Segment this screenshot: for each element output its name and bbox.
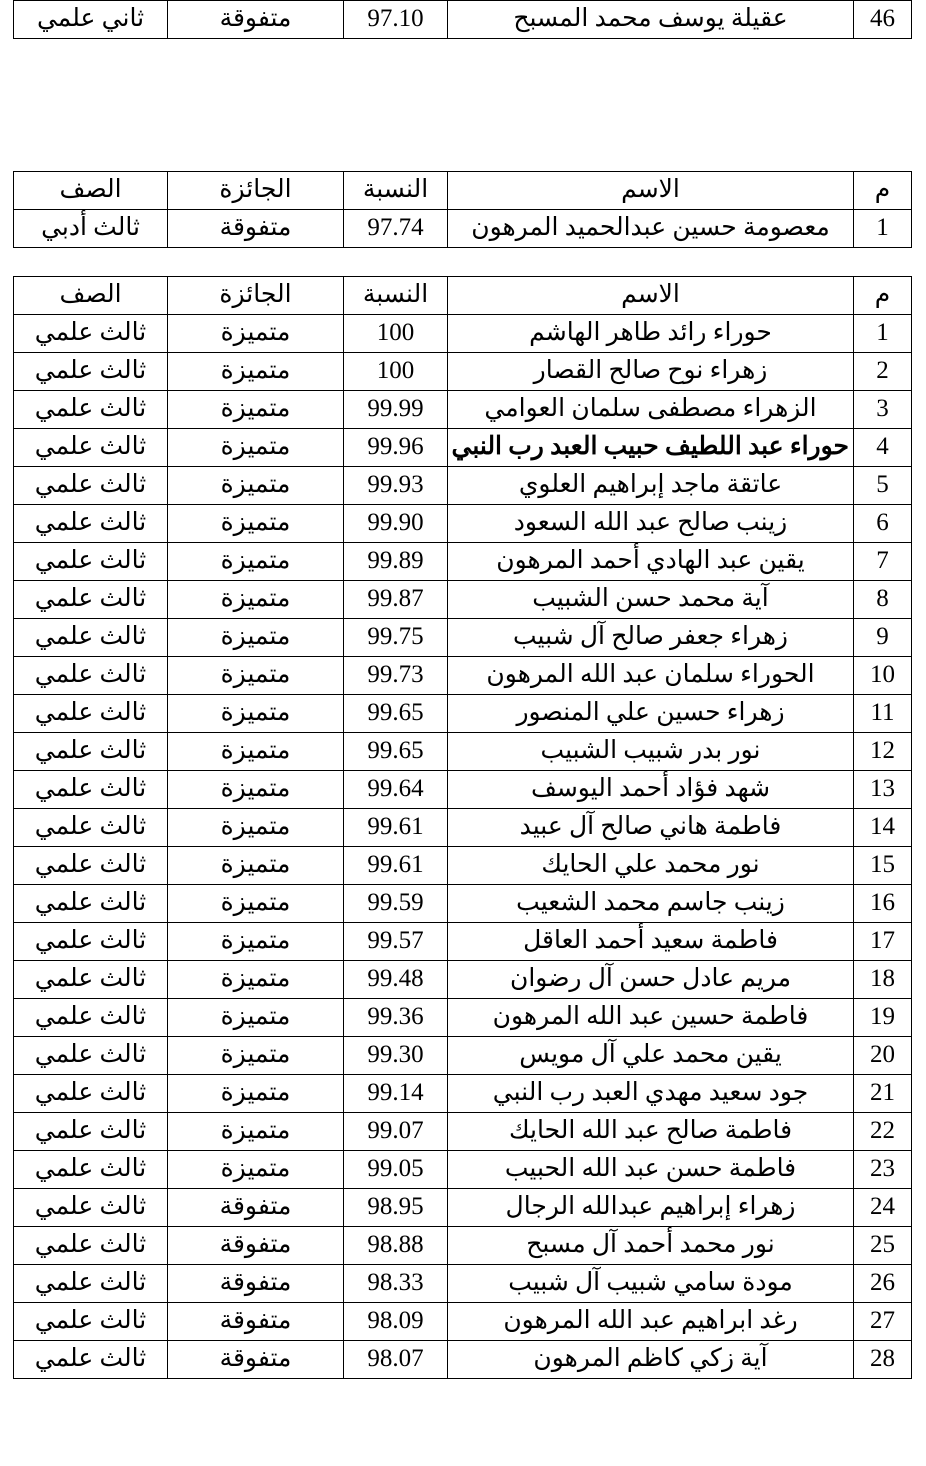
- cell-class: ثالث علمي: [14, 999, 168, 1037]
- cell-percent: 99.36: [344, 999, 448, 1037]
- table-row: [14, 543, 912, 581]
- header-class: الصف: [14, 277, 168, 315]
- cell-number: 21: [854, 1075, 912, 1113]
- cell-percent: 99.59: [344, 885, 448, 923]
- cell-name: زهراء نوح صالح القصار: [448, 353, 854, 391]
- cell-name: زينب جاسم محمد الشعيب: [448, 885, 854, 923]
- cell-number: 6: [854, 505, 912, 543]
- header-name: الاسم: [448, 277, 854, 315]
- cell-number: 11: [854, 695, 912, 733]
- cell-number: 24: [854, 1189, 912, 1227]
- cell-class: ثالث علمي: [14, 543, 168, 581]
- header-percent: النسبة: [344, 172, 448, 210]
- cell-class: ثالث علمي: [14, 733, 168, 771]
- table-row: [14, 467, 912, 505]
- cell-class: ثالث علمي: [14, 353, 168, 391]
- cell-number: 2: [854, 353, 912, 391]
- table-row: [14, 1303, 912, 1341]
- cell-percent: 99.64: [344, 771, 448, 809]
- cell-class: ثالث علمي: [14, 771, 168, 809]
- cell-percent: 100: [344, 315, 448, 353]
- header-percent: النسبة: [344, 277, 448, 315]
- cell-prize: متميزة: [168, 315, 344, 353]
- table-row: [14, 809, 912, 847]
- cell-percent: 99.61: [344, 847, 448, 885]
- header-name: الاسم: [448, 172, 854, 210]
- cell-prize: متميزة: [168, 847, 344, 885]
- table-third-literary: [13, 171, 912, 248]
- section-gap-2: [14, 248, 912, 276]
- cell-percent: 99.07: [344, 1113, 448, 1151]
- cell-class: ثالث علمي: [14, 315, 168, 353]
- table-row: [14, 847, 912, 885]
- cell-class: ثالث علمي: [14, 809, 168, 847]
- cell-name: آية زكي كاظم المرهون: [448, 1341, 854, 1379]
- cell-name: جود سعيد مهدي العبد رب النبي: [448, 1075, 854, 1113]
- cell-prize: متميزة: [168, 1151, 344, 1189]
- cell-class: ثالث علمي: [14, 847, 168, 885]
- cell-prize: متفوقة: [168, 1303, 344, 1341]
- cell-percent: 99.90: [344, 505, 448, 543]
- cell-percent: 99.75: [344, 619, 448, 657]
- cell-name: فاطمة هاني صالح آل عبيد: [448, 809, 854, 847]
- header-class: الصف: [14, 172, 168, 210]
- cell-number: 13: [854, 771, 912, 809]
- table-row: [14, 657, 912, 695]
- cell-name: الحوراء سلمان عبد الله المرهون: [448, 657, 854, 695]
- cell-percent: 99.96: [344, 429, 448, 467]
- cell-prize: متميزة: [168, 1113, 344, 1151]
- table-row: [14, 1189, 912, 1227]
- cell-number: 46: [854, 1, 912, 39]
- table-row: [14, 771, 912, 809]
- cell-name: رغد ابراهيم عبد الله المرهون: [448, 1303, 854, 1341]
- cell-prize: متميزة: [168, 467, 344, 505]
- cell-name: نور بدر شبيب الشبيب: [448, 733, 854, 771]
- cell-percent: 98.09: [344, 1303, 448, 1341]
- cell-class: ثاني علمي: [14, 1, 168, 39]
- cell-number: 9: [854, 619, 912, 657]
- cell-class: ثالث علمي: [14, 923, 168, 961]
- table-header-row: [14, 172, 912, 210]
- table-row: [14, 619, 912, 657]
- cell-class: ثالث علمي: [14, 1189, 168, 1227]
- cell-class: ثالث علمي: [14, 1265, 168, 1303]
- cell-percent: 99.65: [344, 695, 448, 733]
- cell-class: ثالث علمي: [14, 619, 168, 657]
- cell-name: نور محمد علي الحايك: [448, 847, 854, 885]
- cell-percent: 99.57: [344, 923, 448, 961]
- cell-prize: متميزة: [168, 581, 344, 619]
- cell-percent: 99.99: [344, 391, 448, 429]
- cell-percent: 98.88: [344, 1227, 448, 1265]
- cell-class: ثالث علمي: [14, 1075, 168, 1113]
- cell-prize: متميزة: [168, 923, 344, 961]
- cell-number: 10: [854, 657, 912, 695]
- table-third-science: [13, 276, 912, 1379]
- cell-prize: متميزة: [168, 999, 344, 1037]
- cell-prize: متميزة: [168, 695, 344, 733]
- cell-prize: متفوقة: [168, 210, 344, 248]
- cell-name: فاطمة حسن عبد الله الحبيب: [448, 1151, 854, 1189]
- cell-number: 1: [854, 315, 912, 353]
- table-row: [14, 1341, 912, 1379]
- cell-class: ثالث علمي: [14, 1151, 168, 1189]
- cell-prize: متميزة: [168, 619, 344, 657]
- table-row: [14, 695, 912, 733]
- table-header-row: [14, 277, 912, 315]
- cell-percent: 99.65: [344, 733, 448, 771]
- table-third-science-body: [14, 277, 912, 1379]
- cell-number: 12: [854, 733, 912, 771]
- table-row: [14, 581, 912, 619]
- cell-number: 26: [854, 1265, 912, 1303]
- cell-class: ثالث أدبي: [14, 210, 168, 248]
- table-row: [14, 1227, 912, 1265]
- table-row: [14, 733, 912, 771]
- cell-percent: 99.05: [344, 1151, 448, 1189]
- cell-number: 25: [854, 1227, 912, 1265]
- table-row: [14, 1151, 912, 1189]
- cell-percent: 98.33: [344, 1265, 448, 1303]
- cell-name: مريم عادل حسن آل رضوان: [448, 961, 854, 999]
- table-third-literary-body: [14, 172, 912, 248]
- table-row: [14, 923, 912, 961]
- table-row: [14, 1037, 912, 1075]
- table-row: [14, 1, 912, 39]
- cell-class: ثالث علمي: [14, 391, 168, 429]
- cell-prize: متفوقة: [168, 1189, 344, 1227]
- table-top-fragment: [13, 0, 912, 39]
- cell-name: فاطمة حسين عبد الله المرهون: [448, 999, 854, 1037]
- table-row: [14, 1265, 912, 1303]
- cell-class: ثالث علمي: [14, 1303, 168, 1341]
- cell-number: 5: [854, 467, 912, 505]
- cell-number: 27: [854, 1303, 912, 1341]
- cell-percent: 99.89: [344, 543, 448, 581]
- table-row: [14, 961, 912, 999]
- cell-prize: متميزة: [168, 961, 344, 999]
- cell-name: زهراء حسين علي المنصور: [448, 695, 854, 733]
- cell-class: ثالث علمي: [14, 1113, 168, 1151]
- cell-number: 23: [854, 1151, 912, 1189]
- cell-name: نور محمد أحمد آل مسبح: [448, 1227, 854, 1265]
- cell-percent: 99.14: [344, 1075, 448, 1113]
- cell-prize: متفوقة: [168, 1265, 344, 1303]
- cell-name: زهراء إبراهيم عبدالله الرجال: [448, 1189, 854, 1227]
- cell-name: معصومة حسين عبدالحميد المرهون: [448, 210, 854, 248]
- cell-prize: متميزة: [168, 505, 344, 543]
- table-row: [14, 315, 912, 353]
- cell-class: ثالث علمي: [14, 467, 168, 505]
- cell-number: 4: [854, 429, 912, 467]
- cell-prize: متميزة: [168, 429, 344, 467]
- cell-class: ثالث علمي: [14, 885, 168, 923]
- header-prize: الجائزة: [168, 277, 344, 315]
- cell-number: 15: [854, 847, 912, 885]
- header-number: م: [854, 277, 912, 315]
- table-row: [14, 1113, 912, 1151]
- cell-name: شهد فؤاد أحمد اليوسف: [448, 771, 854, 809]
- cell-class: ثالث علمي: [14, 505, 168, 543]
- section-gap-1: [14, 39, 912, 171]
- cell-percent: 99.87: [344, 581, 448, 619]
- cell-percent: 99.73: [344, 657, 448, 695]
- cell-prize: متميزة: [168, 1075, 344, 1113]
- table-row: [14, 391, 912, 429]
- cell-name: آية محمد حسن الشبيب: [448, 581, 854, 619]
- table-top-fragment-body: [14, 1, 912, 39]
- cell-name: يقين عبد الهادي أحمد المرهون: [448, 543, 854, 581]
- cell-number: 19: [854, 999, 912, 1037]
- cell-number: 22: [854, 1113, 912, 1151]
- cell-prize: متفوقة: [168, 1227, 344, 1265]
- cell-percent: 99.93: [344, 467, 448, 505]
- cell-number: 1: [854, 210, 912, 248]
- cell-name: حوراء رائد طاهر الهاشم: [448, 315, 854, 353]
- cell-name: عقيلة يوسف محمد المسبح: [448, 1, 854, 39]
- cell-prize: متميزة: [168, 543, 344, 581]
- cell-class: ثالث علمي: [14, 695, 168, 733]
- cell-percent: 98.95: [344, 1189, 448, 1227]
- table-row: [14, 1075, 912, 1113]
- cell-percent: 99.61: [344, 809, 448, 847]
- cell-prize: متميزة: [168, 771, 344, 809]
- cell-number: 8: [854, 581, 912, 619]
- cell-name: حوراء عبد اللطيف حبيب العبد رب النبي: [448, 429, 854, 467]
- cell-class: ثالث علمي: [14, 657, 168, 695]
- table-row: [14, 885, 912, 923]
- header-number: م: [854, 172, 912, 210]
- table-row: [14, 505, 912, 543]
- table-row: [14, 429, 912, 467]
- cell-number: 7: [854, 543, 912, 581]
- cell-name: زهراء جعفر صالح آل شبيب: [448, 619, 854, 657]
- cell-name: الزهراء مصطفى سلمان العوامي: [448, 391, 854, 429]
- cell-prize: متميزة: [168, 391, 344, 429]
- header-prize: الجائزة: [168, 172, 344, 210]
- table-row: [14, 999, 912, 1037]
- cell-number: 28: [854, 1341, 912, 1379]
- cell-number: 20: [854, 1037, 912, 1075]
- cell-percent: 99.30: [344, 1037, 448, 1075]
- cell-number: 18: [854, 961, 912, 999]
- cell-name: زينب صالح عبد الله السعود: [448, 505, 854, 543]
- cell-number: 16: [854, 885, 912, 923]
- table-row: [14, 210, 912, 248]
- cell-class: ثالث علمي: [14, 429, 168, 467]
- cell-prize: متفوقة: [168, 1341, 344, 1379]
- cell-percent: 97.74: [344, 210, 448, 248]
- cell-prize: متميزة: [168, 809, 344, 847]
- cell-name: فاطمة صالح عبد الله الحايك: [448, 1113, 854, 1151]
- cell-prize: متميزة: [168, 657, 344, 695]
- cell-percent: 99.48: [344, 961, 448, 999]
- cell-class: ثالث علمي: [14, 961, 168, 999]
- cell-percent: 100: [344, 353, 448, 391]
- cell-prize: متميزة: [168, 353, 344, 391]
- cell-prize: متفوقة: [168, 1, 344, 39]
- cell-prize: متميزة: [168, 733, 344, 771]
- cell-prize: متميزة: [168, 1037, 344, 1075]
- cell-class: ثالث علمي: [14, 581, 168, 619]
- cell-number: 14: [854, 809, 912, 847]
- cell-name: فاطمة سعيد أحمد العاقل: [448, 923, 854, 961]
- cell-number: 3: [854, 391, 912, 429]
- cell-prize: متميزة: [168, 885, 344, 923]
- cell-percent: 98.07: [344, 1341, 448, 1379]
- cell-class: ثالث علمي: [14, 1227, 168, 1265]
- cell-percent: 97.10: [344, 1, 448, 39]
- table-row: [14, 353, 912, 391]
- cell-name: عاتقة ماجد إبراهيم العلوي: [448, 467, 854, 505]
- cell-name: يقين محمد علي آل مويس: [448, 1037, 854, 1075]
- cell-number: 17: [854, 923, 912, 961]
- cell-name: مودة سامي شبيب آل شبيب: [448, 1265, 854, 1303]
- cell-class: ثالث علمي: [14, 1341, 168, 1379]
- cell-class: ثالث علمي: [14, 1037, 168, 1075]
